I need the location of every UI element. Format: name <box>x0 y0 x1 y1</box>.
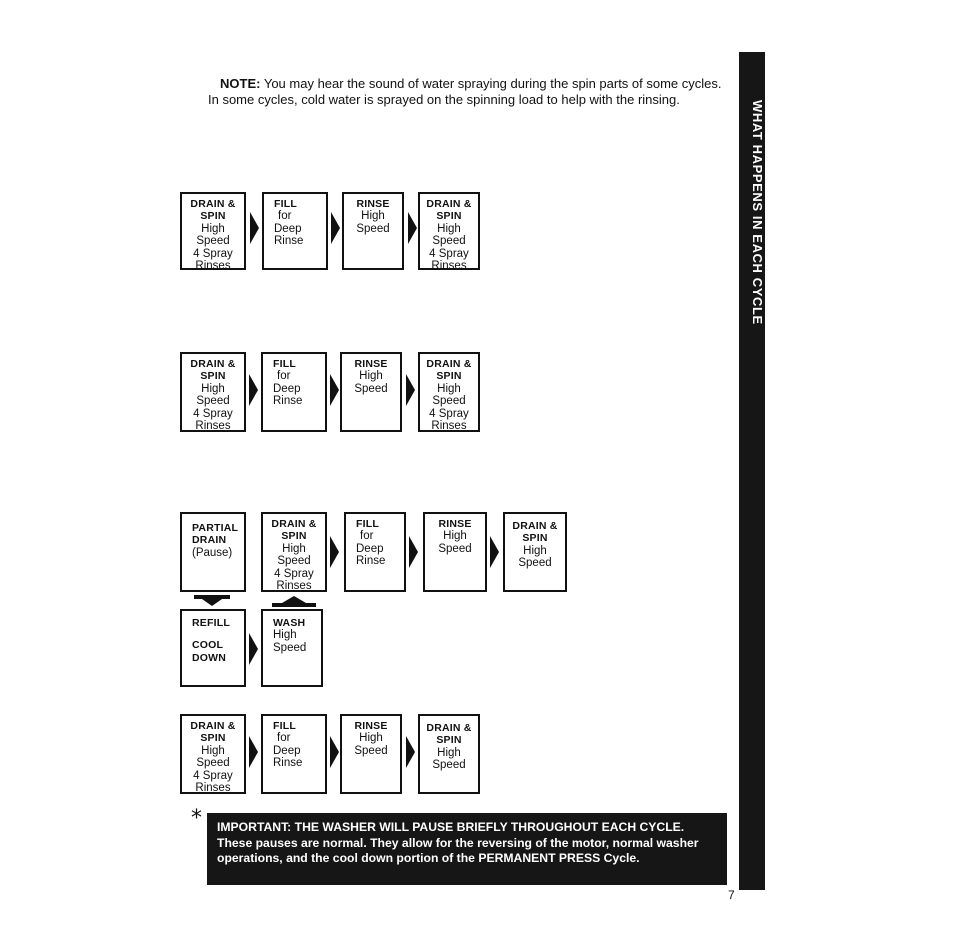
step-line: High <box>201 744 225 757</box>
seq2-step-rinse <box>340 352 402 432</box>
step-line: High <box>437 382 461 395</box>
step-line: (Pause) <box>192 546 233 559</box>
seq4-step-drain-spin-final <box>418 714 480 794</box>
step-line: High <box>359 370 383 383</box>
seq4-step-drain-spin <box>180 714 246 794</box>
seq1-step-rinse <box>342 192 404 270</box>
step-line: RINSE <box>354 358 388 370</box>
step-line: FILL <box>273 358 296 370</box>
step-line: SPIN <box>200 370 226 383</box>
seq4-step-fill <box>261 714 327 794</box>
step-line: DRAIN & <box>426 198 472 210</box>
step-line: Rinses <box>276 580 312 593</box>
flow-arrow-icon <box>249 736 258 768</box>
step-line: Speed <box>432 759 466 772</box>
step-line: 4 Spray <box>429 247 469 260</box>
step-line: DRAIN <box>192 534 227 547</box>
step-line: Rinses <box>195 260 231 273</box>
step-line: DRAIN & <box>426 358 472 370</box>
step-line: FILL <box>356 518 379 530</box>
step-line: for <box>277 732 291 745</box>
side-tab <box>739 52 765 890</box>
step-line: Speed <box>518 557 552 570</box>
step-line: SPIN <box>200 732 226 745</box>
step-line: Speed <box>354 382 388 395</box>
step-line: High <box>437 746 461 759</box>
step-line: for <box>278 210 292 223</box>
seq3-step-wash <box>261 609 323 687</box>
flow-arrow-icon <box>408 212 417 244</box>
page-number: 7 <box>728 888 735 902</box>
step-line: Rinses <box>195 420 231 433</box>
flow-arrow-icon <box>409 536 418 568</box>
step-line: High <box>273 629 297 642</box>
flow-arrow-icon <box>330 536 339 568</box>
step-line: Deep <box>273 382 301 395</box>
flow-arrow-icon <box>330 374 339 406</box>
seq2-step-drain-spin-final <box>418 352 480 432</box>
seq1-step-drain-spin-final <box>418 192 480 273</box>
step-line: Deep <box>356 542 384 555</box>
step-line: High <box>282 542 306 555</box>
step-line: Rinses <box>431 260 467 273</box>
note-text: You may hear the sound of water spraying during the spin parts of some cycles. In some cycles, cold water is sprayed on the spinning load to help with the rinsing. <box>208 76 722 107</box>
down-arrow-icon <box>194 595 230 607</box>
flow-arrow-icon <box>249 633 258 665</box>
step-line: Rinses <box>195 782 231 795</box>
step-line: 4 Spray <box>193 247 233 260</box>
step-line: DRAIN & <box>190 358 236 370</box>
step-line: FILL <box>273 720 296 732</box>
note-paragraph <box>208 76 728 108</box>
step-line: for <box>277 370 291 383</box>
step-line: High <box>523 544 547 557</box>
step-line: RINSE <box>438 518 472 530</box>
flow-arrow-icon <box>330 736 339 768</box>
step-line: 4 Spray <box>193 407 233 420</box>
step-line: High <box>201 222 225 235</box>
step-line: Rinse <box>274 235 304 248</box>
note-label: NOTE: <box>220 76 261 91</box>
step-line: DRAIN & <box>271 518 317 530</box>
step-line: for <box>360 530 374 543</box>
step-line: SPIN <box>436 734 462 747</box>
seq3-step-fill <box>344 512 406 592</box>
seq4-step-rinse <box>340 714 402 794</box>
step-line: Rinse <box>273 395 303 408</box>
step-line: High <box>201 382 225 395</box>
flow-arrow-icon <box>249 374 258 406</box>
step-line: 4 Spray <box>193 769 233 782</box>
step-line: SPIN <box>281 530 307 543</box>
up-arrow-icon <box>272 596 316 608</box>
step-line: SPIN <box>436 370 462 383</box>
step-line: 4 Spray <box>429 407 469 420</box>
step-line: Rinses <box>431 420 467 433</box>
step-line: Rinse <box>273 757 303 770</box>
seq1-step-drain-spin <box>180 192 246 273</box>
step-line: SPIN <box>436 210 462 223</box>
step-line: DRAIN & <box>190 720 236 732</box>
step-line: COOL <box>192 639 224 652</box>
flow-arrow-icon <box>490 536 499 568</box>
step-line: Speed <box>356 222 390 235</box>
seq3-step-partial-drain <box>180 512 246 592</box>
flow-arrow-icon <box>250 212 259 244</box>
step-line: High <box>359 732 383 745</box>
step-line: Deep <box>274 222 302 235</box>
step-line: Speed <box>438 542 472 555</box>
seq1-step-fill <box>262 192 328 270</box>
flow-arrow-icon <box>406 374 415 406</box>
step-line: Speed <box>273 641 307 654</box>
step-line: Speed <box>196 757 230 770</box>
step-line: DOWN <box>192 651 227 664</box>
seq2-step-fill <box>261 352 327 432</box>
step-line: RINSE <box>354 720 388 732</box>
seq2-step-drain-spin <box>180 352 246 432</box>
important-notice: IMPORTANT: THE WASHER WILL PAUSE BRIEFLY THROUGHOUT EACH CYCLE. These pauses are normal. They allow for the reversing of the motor, normal washer operations, and the cool down portion of the PERMANENT PRESS Cycle. <box>207 813 727 885</box>
step-line: Rinse <box>356 555 386 568</box>
step-line: Speed <box>432 395 466 408</box>
step-line: SPIN <box>200 210 226 223</box>
flow-arrow-icon <box>331 212 340 244</box>
asterisk-mark: * <box>191 806 202 831</box>
step-line: Speed <box>277 555 311 568</box>
step-line: WASH <box>273 617 306 629</box>
step-line: High <box>361 210 385 223</box>
step-line: DRAIN & <box>190 198 236 210</box>
step-line: Deep <box>273 744 301 757</box>
seq3-step-drain-spin <box>261 512 327 592</box>
seq3-step-drain-spin-final <box>503 512 567 592</box>
seq3-step-rinse <box>423 512 487 592</box>
side-tab-title: WHAT HAPPENS IN EACH CYCLE <box>750 99 765 325</box>
step-line: High <box>437 222 461 235</box>
flow-arrow-icon <box>406 736 415 768</box>
step-line: DRAIN & <box>426 722 472 734</box>
step-line: REFILL <box>192 617 230 629</box>
step-line: Speed <box>196 395 230 408</box>
step-line: Speed <box>196 235 230 248</box>
step-line: PARTIAL <box>192 522 239 534</box>
step-line: Speed <box>432 235 466 248</box>
step-line: DRAIN & <box>512 520 558 532</box>
step-line: Speed <box>354 744 388 757</box>
step-line: FILL <box>274 198 297 210</box>
step-line: RINSE <box>356 198 390 210</box>
step-line: 4 Spray <box>274 567 314 580</box>
seq3-step-refill <box>180 609 246 687</box>
step-line: SPIN <box>522 532 548 545</box>
step-line: High <box>443 530 467 543</box>
